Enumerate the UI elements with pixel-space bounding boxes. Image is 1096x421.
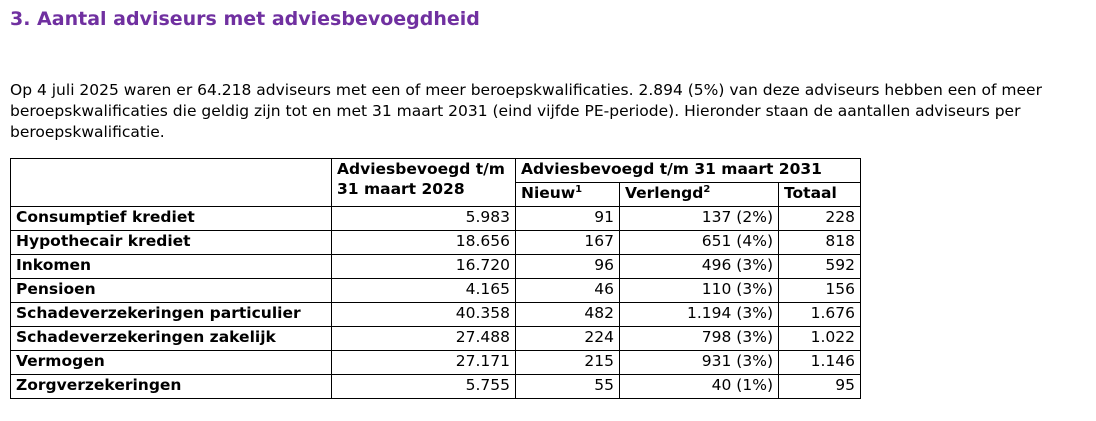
total-cell: 156 [779, 279, 861, 303]
table-row [11, 303, 861, 327]
extended-cell: 931 (3%) [620, 351, 779, 375]
extended-cell: 137 (2%) [620, 207, 779, 231]
table-row [11, 255, 861, 279]
table-row [11, 375, 861, 399]
total-cell: 1.676 [779, 303, 861, 327]
new-cell: 215 [516, 351, 620, 375]
new-cell: 46 [516, 279, 620, 303]
until-2028-cell: 5.983 [332, 207, 516, 231]
until-2028-cell: 16.720 [332, 255, 516, 279]
new-cell: 224 [516, 327, 620, 351]
page-title: 3. Aantal adviseurs met adviesbevoegdheid [10, 8, 480, 30]
extended-cell: 496 (3%) [620, 255, 779, 279]
header-2028: Adviesbevoegd t/m 31 maart 2028 [332, 159, 516, 207]
new-cell: 55 [516, 375, 620, 399]
total-cell: 1.022 [779, 327, 861, 351]
category-header-cell [11, 159, 332, 207]
footnote-marker-new: 1 [575, 183, 583, 195]
new-cell: 167 [516, 231, 620, 255]
header-extended [620, 183, 779, 207]
new-cell: 91 [516, 207, 620, 231]
table-header-row [11, 159, 861, 183]
extended-cell: 651 (4%) [620, 231, 779, 255]
advisors-table [10, 158, 861, 399]
until-2028-cell: 27.171 [332, 351, 516, 375]
extended-cell: 40 (1%) [620, 375, 779, 399]
category-cell: Schadeverzekeringen particulier [11, 303, 332, 327]
new-cell: 96 [516, 255, 620, 279]
header-new-label: Nieuw [521, 184, 576, 202]
extended-cell: 110 (3%) [620, 279, 779, 303]
category-cell: Inkomen [11, 255, 332, 279]
category-cell: Vermogen [11, 351, 332, 375]
until-2028-cell: 5.755 [332, 375, 516, 399]
new-cell: 482 [516, 303, 620, 327]
category-cell: Pensioen [11, 279, 332, 303]
until-2028-cell: 4.165 [332, 279, 516, 303]
header-extended-label: Verlengd [625, 184, 704, 202]
header-2031: Adviesbevoegd t/m 31 maart 2031 [516, 159, 861, 183]
category-cell: Schadeverzekeringen zakelijk [11, 327, 332, 351]
extended-cell: 1.194 (3%) [620, 303, 779, 327]
table-row [11, 327, 861, 351]
total-cell: 228 [779, 207, 861, 231]
table-row [11, 231, 861, 255]
category-cell: Consumptief krediet [11, 207, 332, 231]
table-row [11, 207, 861, 231]
total-cell: 95 [779, 375, 861, 399]
extended-cell: 798 (3%) [620, 327, 779, 351]
total-cell: 592 [779, 255, 861, 279]
until-2028-cell: 18.656 [332, 231, 516, 255]
table-row [11, 351, 861, 375]
intro-paragraph: Op 4 juli 2025 waren er 64.218 adviseurs met een of meer beroepskwalificaties. 2.894 (5%) van deze adviseurs hebben een of meer beroepskwalificaties die geldig zijn tot en met 31 maart 2031 (eind vijfde PE-periode). Hieronder staan de aantallen adviseurs per beroepskwalificatie. [10, 81, 1042, 141]
total-cell: 1.146 [779, 351, 861, 375]
until-2028-cell: 40.358 [332, 303, 516, 327]
total-cell: 818 [779, 231, 861, 255]
category-cell: Zorgverzekeringen [11, 375, 332, 399]
footnote-marker-extended: 2 [703, 183, 711, 195]
header-total: Totaal [779, 183, 861, 207]
table-row [11, 279, 861, 303]
category-cell: Hypothecair krediet [11, 231, 332, 255]
header-new [516, 183, 620, 207]
until-2028-cell: 27.488 [332, 327, 516, 351]
